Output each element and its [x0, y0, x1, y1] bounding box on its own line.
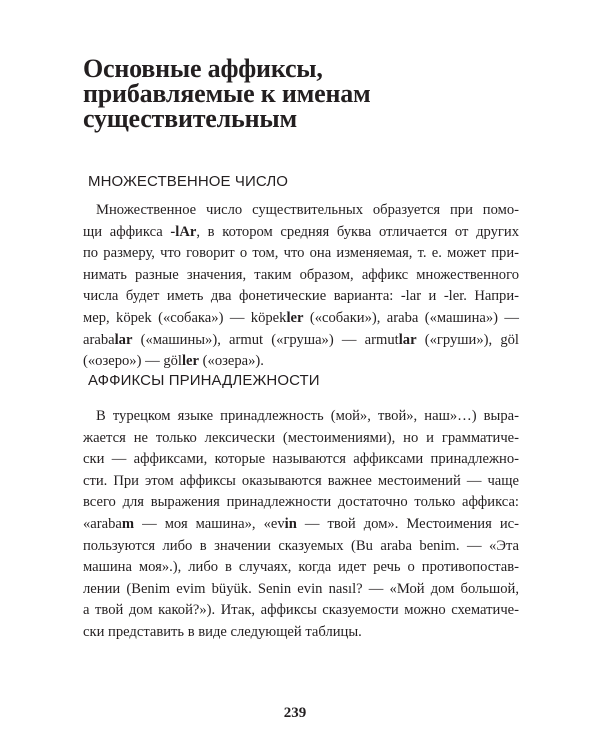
- text-line: [83, 265, 519, 287]
- bold-affix: m: [121, 515, 135, 532]
- text-line: [83, 428, 519, 450]
- text-run: araba: [83, 331, 115, 348]
- text-run: нимать разные значения, таким образом, аффикс множественного: [83, 266, 519, 283]
- text-run: В турецком языке принадлежность (мой», твой», наш»…) выра-: [96, 408, 519, 424]
- text-line: [83, 449, 519, 471]
- text-line: [83, 514, 519, 536]
- text-line: [83, 536, 519, 558]
- text-line: [83, 557, 519, 579]
- text-run: («машины»), armut («груша») — armut: [132, 331, 399, 348]
- text-line: [83, 351, 519, 373]
- text-line: [83, 406, 519, 428]
- text-run: ски — аффиксами, которые называются аффиксами принадлежно-: [83, 451, 519, 468]
- text-run: машина моя».), либо в случаях, когда идет речь о противопостав-: [83, 559, 519, 576]
- chapter-title: [83, 56, 523, 131]
- bold-affix: in: [284, 515, 297, 532]
- text-line: [83, 200, 519, 222]
- section-heading-plural: МНОЖЕСТВЕННОЕ ЧИСЛО: [88, 173, 289, 190]
- text-line: [83, 222, 519, 244]
- text-run: ски представить в виде следующей таблицы.: [83, 623, 362, 640]
- text-run: щи аффикса: [83, 223, 171, 240]
- text-run: пользуются либо в значении сказуемых (Bu araba benim. — «Эта: [83, 537, 519, 554]
- text-run: («озеро») — göl: [83, 353, 182, 370]
- text-run: жается не только лексически (местоимениями), но и грамматиче-: [83, 429, 519, 446]
- bold-affix: -lAr: [170, 223, 197, 240]
- bold-affix: ler: [182, 353, 200, 370]
- text-run: — твой дом». Местоимения ис-: [296, 515, 519, 532]
- text-line: [83, 471, 519, 493]
- bold-affix: ler: [286, 309, 304, 326]
- text-line: [83, 579, 519, 601]
- page-number: 239: [283, 705, 307, 721]
- chapter-title-line: существительным: [83, 104, 297, 133]
- text-line: [83, 622, 519, 644]
- text-line: [83, 492, 519, 514]
- text-run: а твой дом какой?»). Итак, аффиксы сказуемости можно схематиче-: [83, 602, 519, 619]
- text-run: («груши»), göl: [416, 331, 519, 348]
- text-run: , в котором средняя буква отличается от других: [196, 223, 519, 240]
- paragraph-plural: [83, 200, 519, 373]
- text-line: [83, 243, 519, 265]
- text-run: лении (Benim evim büyük. Senin evin nasıl? — «Мой дом большой,: [83, 580, 519, 597]
- text-run: («озера»).: [199, 353, 264, 370]
- text-line: [83, 308, 519, 330]
- chapter-title-line: Основные аффиксы,: [83, 54, 323, 83]
- chapter-title-line: прибавляемые к именам: [83, 79, 371, 108]
- bold-affix: lar: [398, 331, 417, 348]
- text-run: числа будет иметь два фонетические варианта: -lar и -ler. Напри-: [83, 288, 519, 305]
- text-run: всего для выражения принадлежности достаточно только аффикса:: [83, 494, 519, 511]
- bold-affix: lar: [114, 331, 133, 348]
- text-line: [83, 600, 519, 622]
- text-run: («собаки»), araba («машина») —: [303, 309, 520, 326]
- text-run: сти. При этом аффиксы оказываются важнее местоимений — чаще: [83, 472, 519, 489]
- text-run: по размеру, что говорит о том, что она изменяемая, т. е. может при-: [83, 245, 519, 262]
- text-run: «araba: [83, 515, 122, 532]
- section-heading-possessive: АФФИКСЫ ПРИНАДЛЕЖНОСТИ: [88, 372, 320, 389]
- text-run: Множественное число существительных образуется при помо-: [96, 202, 519, 218]
- paragraph-possessive: [83, 406, 519, 644]
- text-line: [83, 286, 519, 308]
- text-run: мер, köpek («собака») — köpek: [83, 309, 287, 326]
- text-run: — моя машина», «ev: [134, 515, 285, 532]
- text-line: [83, 330, 519, 352]
